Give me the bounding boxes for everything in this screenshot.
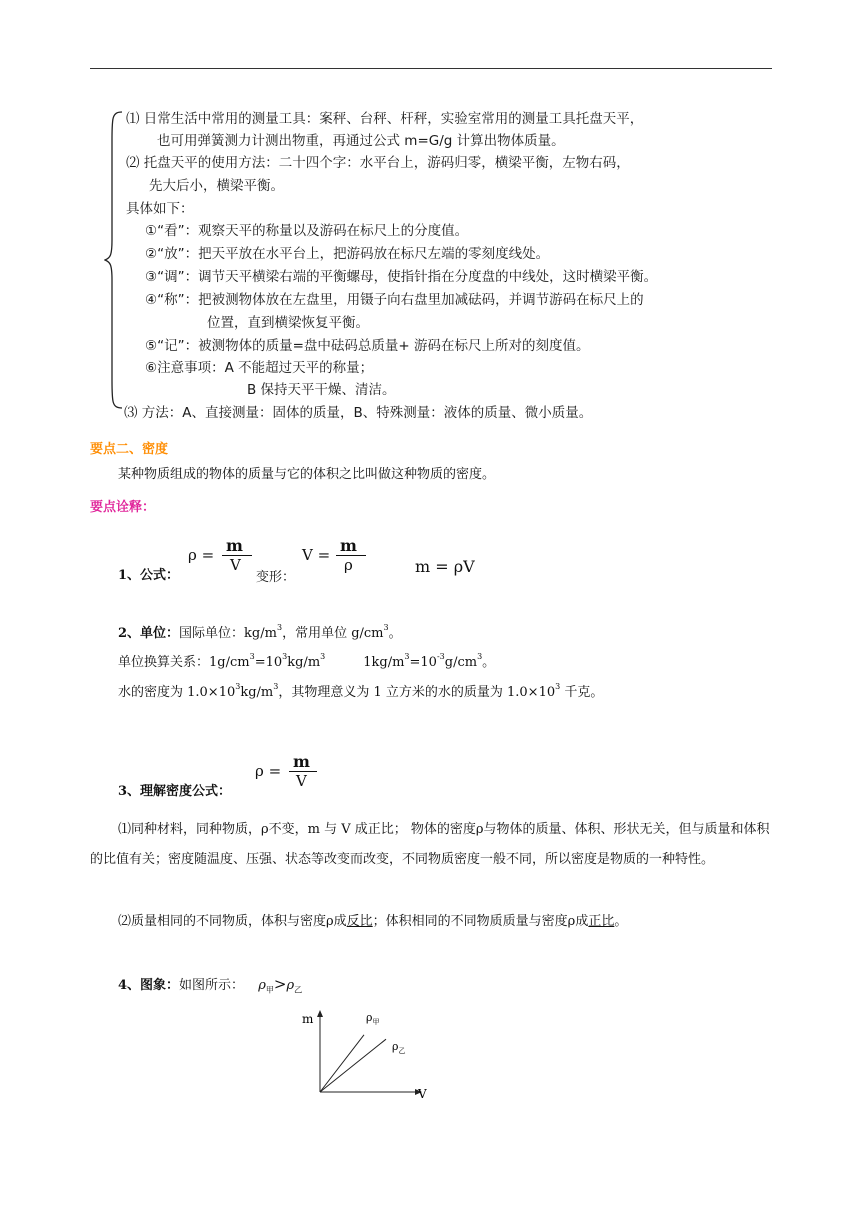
rho-eq-2: ρ = xyxy=(255,762,282,780)
box-line-6: ①“看”：观察天平的称量以及游码在标尺上的分度值。 xyxy=(145,223,469,239)
numerator-m-2: m xyxy=(340,536,357,555)
curly-brace xyxy=(104,110,124,410)
header-rule xyxy=(90,68,772,69)
denominator-V: V xyxy=(230,556,241,574)
numerator-m: m xyxy=(226,536,243,555)
units-line: 2、单位：国际单位：$kg/m^3$，常用单位 $g/cm^3$。 xyxy=(118,623,402,641)
box-line-11: ⑤“记”：被测物体的质量=盘中砝码总质量+ 游码在标尺上所对的刻度值。 xyxy=(145,338,590,354)
box-line-5: 具体如下： xyxy=(126,201,194,217)
box-line-3: ⑵ 托盘天平的使用方法：二十四个字：水平台上，游码归零，横梁平衡，左物右码， xyxy=(126,155,630,171)
box-line-2: 也可用弹簧测力计测出物重，再通过公式 m=G/g 计算出物体质量。 xyxy=(157,133,565,149)
density-definition: 某种物质组成的物体的质量与它的体积之比叫做这种物质的密度。 xyxy=(118,467,496,482)
line2-label: $\rho_乙$ xyxy=(392,1040,406,1055)
box-line-10: 位置，直到横梁恢复平衡。 xyxy=(207,315,369,331)
paragraph-1: ⑴同种材料，同种物质，ρ不变，m 与 V 成正比； 物体的密度ρ与物体的质量、体积、形状无关，但与质量和体积的比值有关；密度随温度、压强、状态等改变而改变，不同物质密度一般不同，所以密度是物质的一种特性。 xyxy=(90,822,770,867)
formula-label: 1、公式： xyxy=(118,568,180,583)
paragraph-2: ⑵质量相同的不同物质，体积与密度ρ成反比；体积相同的不同物质质量与密度ρ成正比。 xyxy=(118,914,628,929)
line1-label: $\rho_甲$ xyxy=(366,1011,380,1026)
numerator-m-3: m xyxy=(293,752,310,771)
m-eq-rhoV: m = ρV xyxy=(415,557,475,576)
series-line-yi xyxy=(320,1039,386,1092)
section-heading: 要点二、密度 xyxy=(90,442,169,457)
subheading: 要点诠释： xyxy=(90,500,156,515)
axis-x-label: V xyxy=(418,1087,427,1101)
box-line-13: B 保持天平干燥、清洁。 xyxy=(247,382,396,398)
V-eq: V = xyxy=(302,546,331,564)
density-graph xyxy=(296,1006,436,1102)
box-line-12: ⑥注意事项：A 不能超过天平的称量； xyxy=(145,360,374,376)
conversion-line: 单位换算关系：$1g/cm^3=10^3kg/m^3$ $1kg/m^3=10^{-3}g/cm^3$。 xyxy=(118,652,496,670)
box-line-7: ②“放”：把天平放在水平台上，把游码放在标尺左端的零刻度线处。 xyxy=(145,246,550,262)
graph-line: 4、图象：如图所示： $\rho_甲>\rho_乙$ xyxy=(118,975,303,995)
box-line-9: ④“称”：把被测物体放在左盘里，用镊子向右盘里加减砝码，并调节游码在标尺上的 xyxy=(145,292,644,308)
box-line-14: ⑶ 方法：A、直接测量：固体的质量，B、特殊测量：液体的质量、微小质量。 xyxy=(124,405,593,421)
box-line-1: ⑴ 日常生活中常用的测量工具：案秤、台秤、杆秤，实验室常用的测量工具托盘天平， xyxy=(126,111,644,127)
water-density-line: 水的密度为 $1.0\times 10^3kg/m^3$，其物理意义为 1 立方米的水的质量为 $1.0\times 10^3$ 千克。 xyxy=(118,682,604,700)
y-arrow xyxy=(317,1010,323,1017)
denominator-rho: ρ xyxy=(344,556,353,574)
transform-label: 变形： xyxy=(256,570,296,585)
denominator-V-2: V xyxy=(296,772,307,790)
rho-eq: ρ = xyxy=(188,546,215,564)
understand-label: 3、理解密度公式： xyxy=(118,784,232,799)
axis-y-label: m xyxy=(302,1012,314,1026)
box-line-4: 先大后小，横梁平衡。 xyxy=(149,178,284,194)
series-line-jia xyxy=(320,1035,364,1092)
units-label: 2、单位： xyxy=(118,626,180,641)
box-line-8: ③“调”：调节天平横梁右端的平衡螺母，使指针指在分度盘的中线处，这时横梁平衡。 xyxy=(145,269,658,285)
